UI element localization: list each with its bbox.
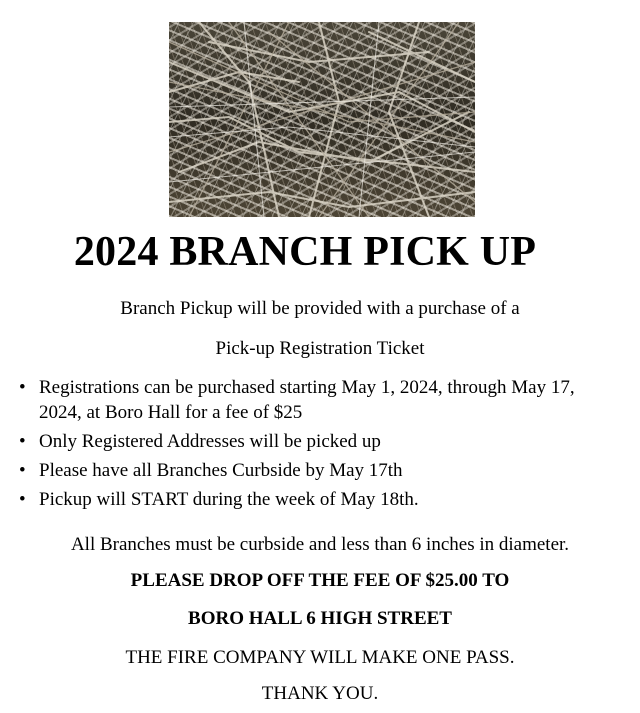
bullet-icon: • <box>19 489 26 510</box>
thank-you: THANK YOU. <box>261 683 379 704</box>
requirements-list <box>0 375 620 516</box>
list-item: • Pickup will START during the week of May 18th. <box>19 489 419 510</box>
bullet-icon: • <box>19 431 26 452</box>
fee-instruction: PLEASE DROP OFF THE FEE OF $25.00 TO <box>130 570 510 591</box>
branch-pile-photo <box>169 22 475 217</box>
list-item: • Registrations can be purchased starting May 1, 2024, through May 17, 2024, at Boro Hall for a fee of $25 <box>19 377 575 423</box>
list-item: • Only Registered Addresses will be picked up <box>19 431 381 452</box>
size-note: All Branches must be curbside and less than 6 inches in diameter. <box>70 534 570 555</box>
bullet-icon: • <box>19 460 26 481</box>
page-title: 2024 BRANCH PICK UP <box>73 229 537 275</box>
intro-line-1: Branch Pickup will be provided with a purchase of a <box>120 298 520 319</box>
list-item: • Please have all Branches Curbside by May 17th <box>19 460 403 481</box>
intro-line-2: Pick-up Registration Ticket <box>215 338 425 359</box>
address-line: BORO HALL 6 HIGH STREET <box>188 608 452 629</box>
branches-illustration <box>169 22 475 217</box>
bullet-icon: • <box>19 377 26 398</box>
fire-company-note: THE FIRE COMPANY WILL MAKE ONE PASS. <box>125 647 515 668</box>
